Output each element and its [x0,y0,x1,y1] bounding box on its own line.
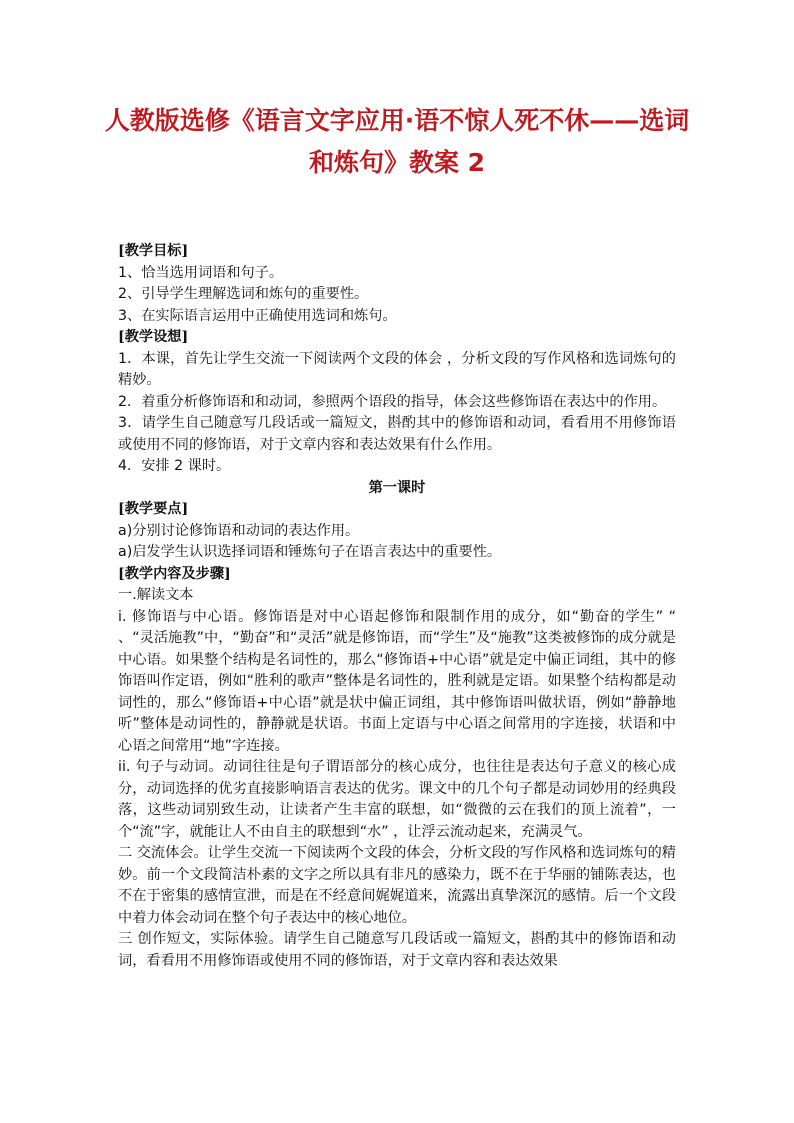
goal-item: 3、在实际语言运用中正确使用选词和炼句。 [118,307,397,324]
design-item: 4．安排 2 课时。 [118,458,231,474]
content-paragraph: 三 创作短文，实际体验。请学生自己随意写几段话或一篇短文，斟酌其中的修饰语和动词，看看用不用修饰语或使用不同的修饰语，对于文章内容和表达效果 [118,931,676,969]
content-paragraph: i. 修饰语与中心语。修饰语是对中心语起修饰和限制作用的成分，如“勤奋的学生” “ 、“灵活施教”中，“勤奋”和“灵活”就是修饰语，而“学生”及“施教”这类被修饰的成分就是中心语。如果整个结构是名词性的，那么“修饰语+中心语”就是定中偏正词组，其中的修饰语叫作定语，例如“胜利的歌声”整体是名词性的，胜利就是定语。如果整个结构都是动词性的，那么“修饰语+中心语”就是状中偏正词组，其中修饰语叫做状语，例如“静静地听”整体是动词性的，静静就是状语。书面上定语与中心语之间常用的字连接，状语和中心语之间常用“地”字连接。 [118,608,676,754]
goals-heading: [教学目标] [118,243,189,259]
content-paragraph: 二 交流体会。让学生交流一下阅读两个文段的体会，分析文段的写作风格和选词炼句的精妙。前一个文段简洁朴素的文字之所以具有非凡的感染力，既不在于华丽的铺陈表达，也不在于密集的感情宣泄，而是在不经意间娓娓道来，流露出真挚深沉的感情。后一个文段中着力体会动词在整个句子表达中的核心地位。 [118,845,676,926]
keypoint-item: a)启发学生认识选择词语和锤炼句子在语言表达中的重要性。 [118,544,502,560]
design-heading: [教学设想] [118,329,189,345]
goal-item: 1、恰当选用词语和句子。 [118,264,284,281]
document-body [118,241,676,972]
design-item: 3．请学生自己随意写几段话或一篇短文，斟酌其中的修饰语和动词，看看用不用修饰语或使用不同的修饰语，对于文章内容和表达效果有什么作用。 [118,415,676,453]
design-item: 1．本课，首先让学生交流一下阅读两个文段的体会 ，分析文段的写作风格和选词炼句的精妙。 [118,350,676,388]
content-heading: [教学内容及步骤] [118,565,231,582]
keypoint-item: a)分别讨论修饰语和动词的表达作用。 [118,522,360,539]
content-paragraph: 一.解读文本 [118,587,194,603]
content-paragraph: ii. 句子与动词。动词往往是句子谓语部分的核心成分，也往往是表达句子意义的核心成分，动词选择的优劣直接影响语言表达的优劣。课文中的几个句子都是动词妙用的经典段落，这些动词别致生动，让读者产生丰富的联想，如“微微的云在我们的顶上流着”，一个“流”字，就能让人不由自主的联想到“水” ，让浮云流动起来，充满灵气。 [118,759,676,840]
goal-item: 2、引导学生理解选词和炼句的重要性。 [118,286,369,302]
document-title: 人教版选修《语言文字应用·语不惊人死不休——选词和炼句》教案 2 [104,106,690,177]
lesson-heading: 第一课时 [368,479,426,496]
keypoints-heading: [教学要点] [118,501,189,517]
design-item: 2．着重分析修饰语和和动词，参照两个语段的指导，体会这些修饰语在表达中的作用。 [118,393,667,410]
